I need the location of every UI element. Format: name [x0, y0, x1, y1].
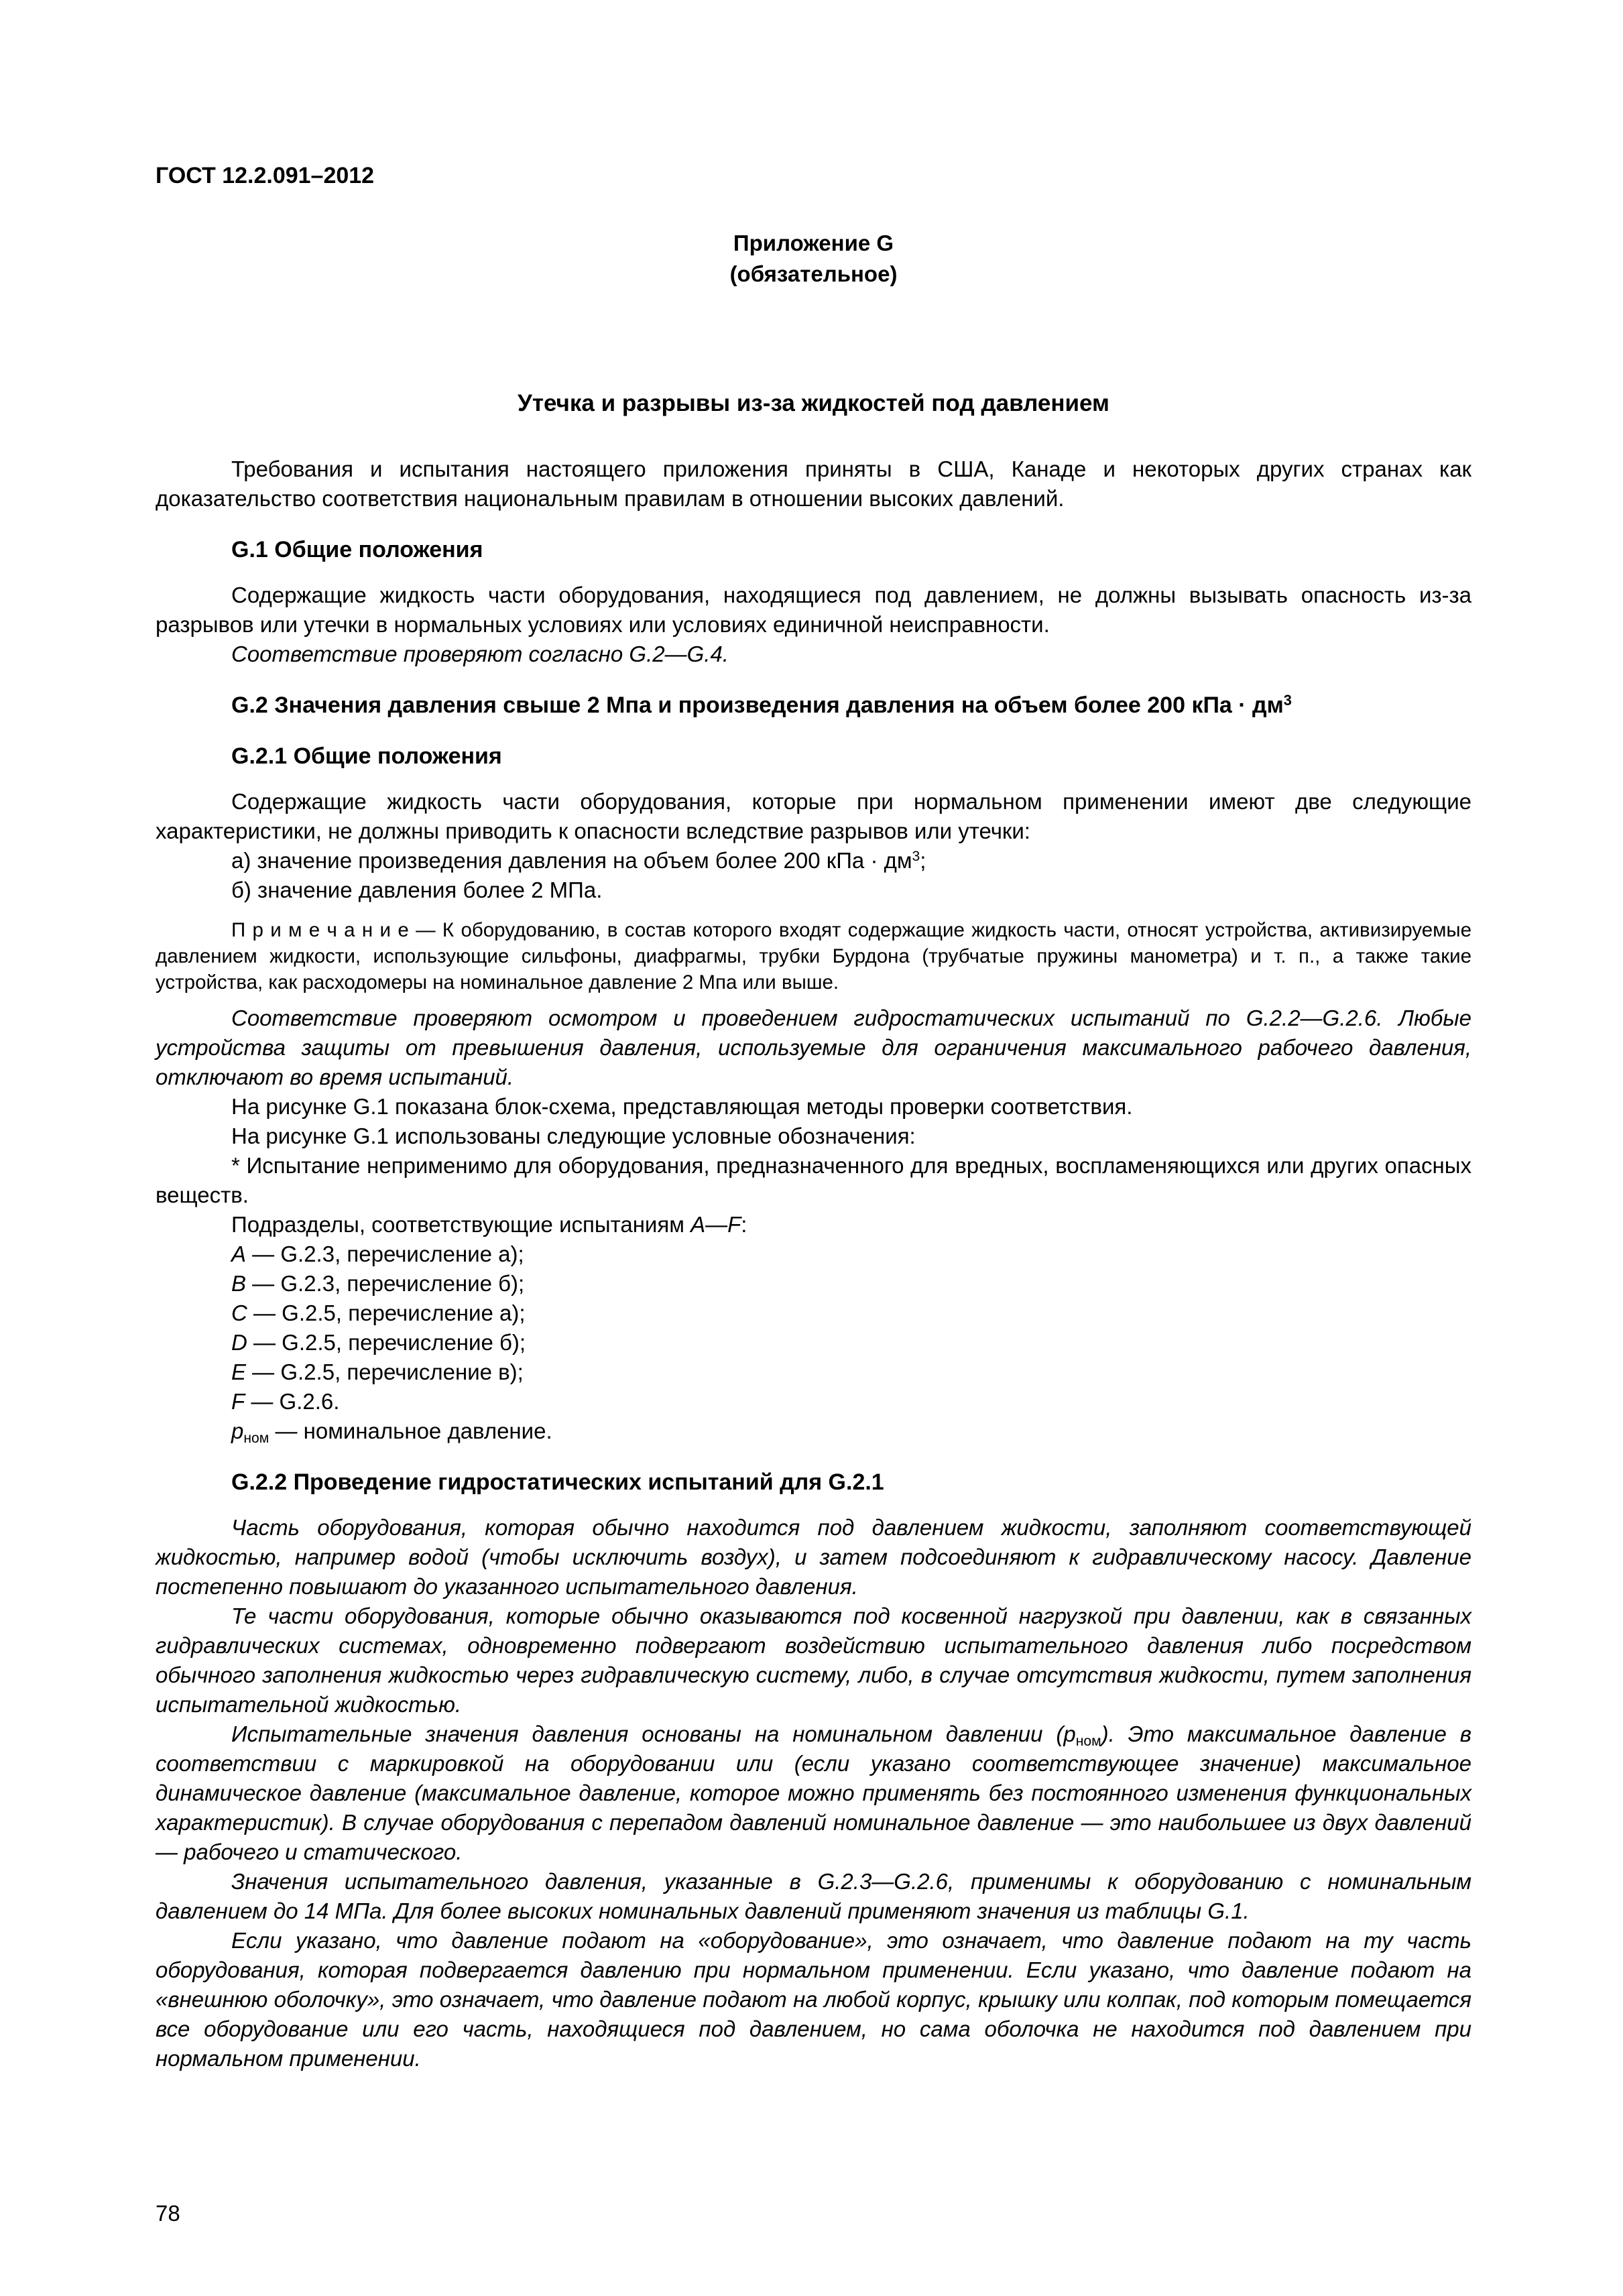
paragraph: Соответствие проверяют согласно G.2—G.4.	[231, 642, 729, 666]
document-body	[156, 455, 1471, 2073]
paragraph: * Испытание неприменимо для оборудования, предназначенного для вредных, воспламеняющихся или других опасных веществ.	[156, 1153, 1471, 1207]
paragraph: Подразделы, соответствующие испытаниям А—F:	[231, 1212, 747, 1237]
paragraph: Если указано, что давление подают на «оборудование», это означает, что давление подают на ту часть оборудования, которая подвергается давлению при нормальном применении. Если указано, что давление подают на «внешнюю оболочку», это означает, что давление подают на любой корпус, крышку или колпак, под которым помещается все оборудование или его часть, находящиеся под давлением, но сама оболочка не находится под давлением при нормальном применении.	[156, 1928, 1471, 2071]
paragraph: Требования и испытания настоящего приложения приняты в США, Канаде и некоторых других странах как доказательство соответствия национальным правилам в отношении высоких давлений.	[156, 457, 1471, 511]
list-item: $р_{ном}$ — номинальное давление.	[231, 1418, 552, 1447]
annex-label: Приложение G	[733, 231, 894, 255]
paragraph: Те части оборудования, которые обычно оказываются под косвенной нагрузкой при давлении, как в связанных гидравлических системах, одновременно подвергают воздействию испытательного давления либо посредством обычного заполнения жидкостью через гидравлическую систему, либо, в случае отсутствия жидкости, путем заполнения испытательной жидкостью.	[156, 1604, 1471, 1717]
section-heading: G.2.1 Общие положения	[231, 743, 502, 769]
list-item: F — G.2.6.	[231, 1389, 340, 1414]
list-item: а) значение произведения давления на объем более 200 кПа · $дм^3$;	[231, 848, 926, 873]
list-item: А — G.2.3, перечисление а);	[231, 1242, 524, 1266]
paragraph: Значения испытательного давления, указанные в G.2.3—G.2.6, применимы к оборудованию с номинальным давлением до 14 МПа. Для более высоких номинальных давлений применяют значения из таблицы G.1.	[156, 1869, 1471, 1923]
list-item: Е — G.2.5, перечисление в);	[231, 1360, 524, 1384]
paragraph: На рисунке G.1 показана блок-схема, представляющая методы проверки соответствия.	[231, 1094, 1133, 1119]
paragraph: Содержащие жидкость части оборудования, находящиеся под давлением, не должны вызывать опасность из-за разрывов или утечки в нормальных условиях или условиях единичной неисправности.	[156, 583, 1471, 637]
section-heading: G.2 Значения давления свыше 2 Мпа и произведения давления на объем более 200 кПа · $дм^3$	[231, 692, 1292, 718]
list-item: D — G.2.5, перечисление б);	[231, 1330, 526, 1355]
paragraph: Испытательные значения давления основаны на номинальном давлении $(р_{ном})$. Это максимальное давление в соответствии с маркировкой на оборудовании или (если указано соответствующее значение) максимальное динамическое давление (максимальное давление, которое можно применять без постоянного изменения функциональных характеристик). В случае оборудования с перепадом давлений номинальное давление — это наибольшее из двух давлений — рабочего и статического.	[156, 1721, 1471, 1864]
document-title: Утечка и разрывы из-за жидкостей под давлением	[518, 390, 1109, 416]
page-number: 78	[156, 2201, 180, 2226]
paragraph: Соответствие проверяют осмотром и проведением гидростатических испытаний по G.2.2—G.2.6. Любые устройства защиты от превышения давления, используемые для ограничения максимального рабочего давления, отключают во время испытаний.	[156, 1006, 1471, 1089]
list-item: В — G.2.3, перечисление б);	[231, 1271, 525, 1296]
section-heading: G.1 Общие положения	[231, 537, 483, 562]
note-paragraph: П р и м е ч а н и е — К оборудованию, в состав которого входят содержащие жидкость части, относят устройства, активизируемые давлением жидкости, использующие сильфоны, диафрагмы, трубки Бурдона (трубчатые пружины манометра) и т. п., а также такие устройства, как расходомеры на номинальное давление 2 Мпа или выше.	[156, 919, 1471, 993]
document-code: ГОСТ 12.2.091–2012	[156, 163, 375, 188]
annex-block	[156, 228, 1471, 290]
paragraph: На рисунке G.1 использованы следующие условные обозначения:	[231, 1124, 916, 1148]
annex-kind: (обязательное)	[729, 261, 898, 286]
paragraph: Содержащие жидкость части оборудования, которые при нормальном применении имеют две следующие характеристики, не должны приводить к опасности вследствие разрывов или утечки:	[156, 789, 1471, 843]
list-item: С — G.2.5, перечисление а);	[231, 1301, 526, 1325]
paragraph: Часть оборудования, которая обычно находится под давлением жидкости, заполняют соответствующей жидкостью, например водой (чтобы исключить воздух), и затем подсоединяют к гидравлическому насосу. Давление постепенно повышают до указанного испытательного давления.	[156, 1515, 1471, 1599]
list-item: б) значение давления более 2 МПа.	[231, 878, 603, 902]
section-heading: G.2.2 Проведение гидростатических испытаний для G.2.1	[231, 1469, 884, 1495]
